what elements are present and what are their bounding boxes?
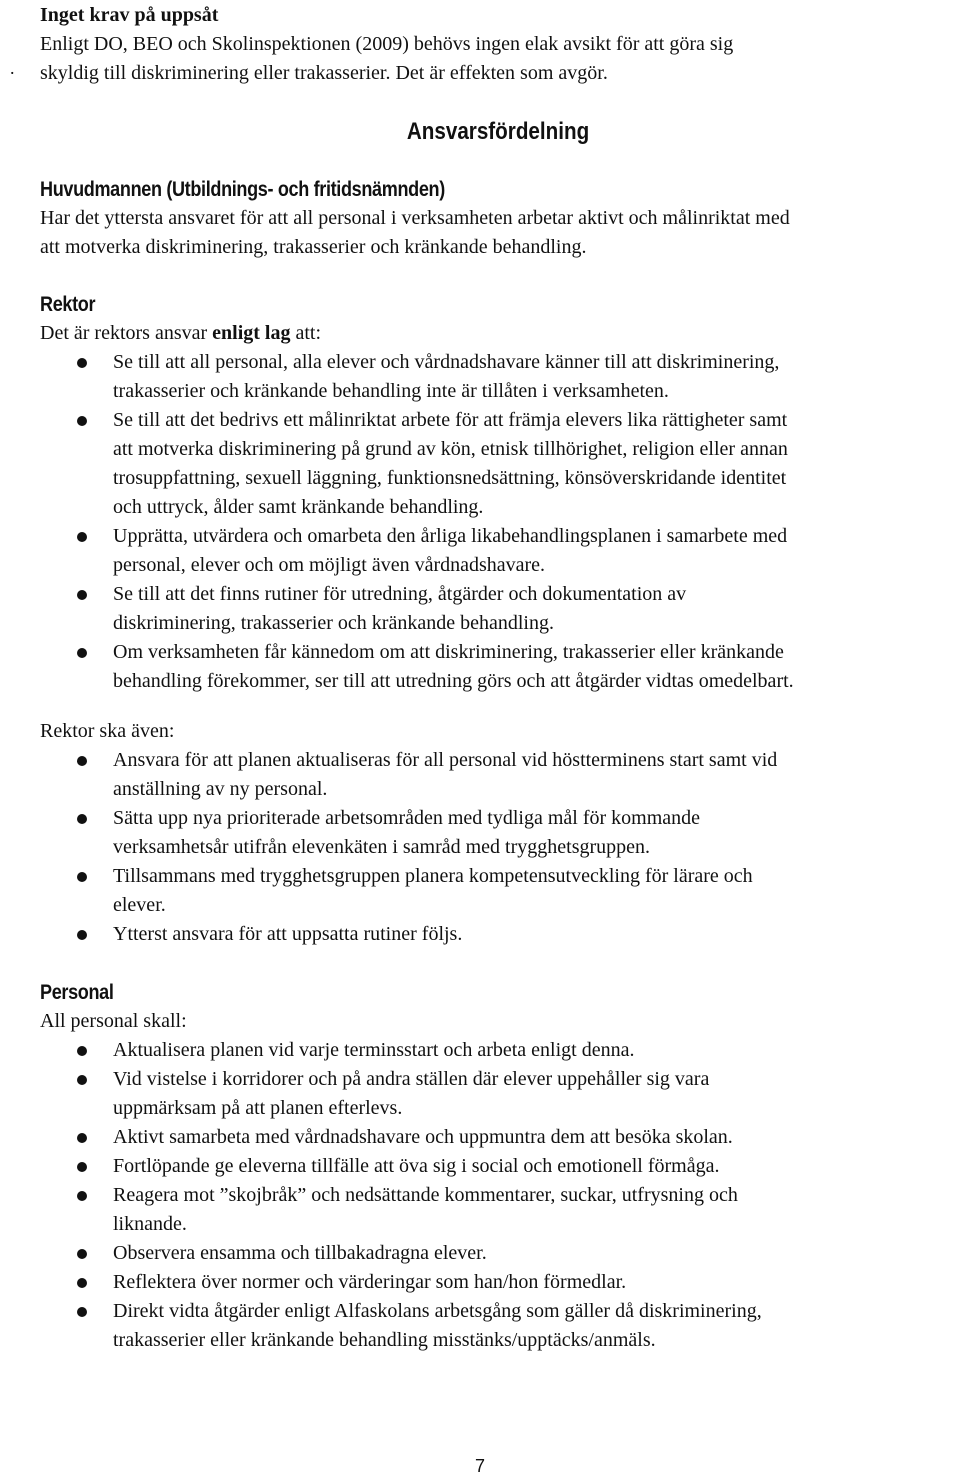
list-item-line: Tillsammans med trygghetsgruppen planera kompetensutveckling för lärare och xyxy=(113,865,753,887)
list-item xyxy=(40,1268,956,1297)
rektor-intro-bold: enligt lag xyxy=(212,322,291,344)
list-item-line: Ansvara för att planen aktualiseras för all personal vid höstterminens start samt vid xyxy=(113,749,778,771)
list-item xyxy=(40,746,956,804)
list-item-line: personal, elever och om möjligt även vårdnadshavare. xyxy=(113,554,546,576)
list-item-line: Reflektera över normer och värderingar som han/hon förmedlar. xyxy=(113,1271,627,1293)
list-item xyxy=(40,862,956,920)
personal-intro: All personal skall: xyxy=(40,1010,187,1032)
rektor-duties-list xyxy=(40,348,956,696)
list-item-line: anställning av ny personal. xyxy=(113,778,328,800)
personal-heading: Personal xyxy=(40,981,114,1004)
rektor-heading: Rektor xyxy=(40,293,96,316)
list-item-line: Upprätta, utvärdera och omarbeta den årliga likabehandlingsplanen i samarbete med xyxy=(113,525,788,547)
list-item-line: Se till att det bedrivs ett målinriktat arbete för att främja elevers lika rättigheter samt xyxy=(113,409,788,431)
list-item-line: Observera ensamma och tillbakadragna elever. xyxy=(113,1242,487,1264)
main-heading xyxy=(40,116,956,148)
list-item-line: Sätta upp nya prioriterade arbetsområden med tydliga mål för kommande xyxy=(113,807,701,829)
list-item xyxy=(40,638,956,696)
list-item xyxy=(40,580,956,638)
rektor-intro-suffix: att: xyxy=(290,322,322,344)
page-number: 7 xyxy=(474,1456,485,1476)
list-item-line: Vid vistelse i korridorer och på andra ställen där elever uppehåller sig vara xyxy=(113,1068,710,1090)
list-item-line: Fortlöpande ge eleverna tillfälle att öva sig i social och emotionell förmåga. xyxy=(113,1155,720,1177)
list-item xyxy=(40,1065,956,1123)
list-item-line: behandling förekommer, ser till att utredning görs och att åtgärder vidtas omedelbart. xyxy=(113,670,794,692)
rektor-also-section xyxy=(40,717,956,949)
list-item xyxy=(40,804,956,862)
list-item-line: Ytterst ansvara för att uppsatta rutiner följs. xyxy=(113,923,463,945)
list-item-line: elever. xyxy=(113,894,166,916)
intro-section xyxy=(40,1,956,88)
list-item-line: diskriminering, trakasserier och kränkande behandling. xyxy=(113,612,554,634)
list-item xyxy=(40,1181,956,1239)
rektor-also-label: Rektor ska även: xyxy=(40,720,175,742)
list-item-line: att motverka diskriminering på grund av kön, etnisk tillhörighet, religion eller annan xyxy=(113,438,788,460)
list-item xyxy=(40,920,956,949)
personal-section xyxy=(40,978,956,1355)
rektor-intro xyxy=(40,319,956,348)
list-item xyxy=(40,1297,956,1355)
list-item-line: Direkt vidta åtgärder enligt Alfaskolans arbetsgång som gäller då diskriminering, xyxy=(113,1300,762,1322)
list-item-line: uppmärksam på att planen efterlevs. xyxy=(113,1097,403,1119)
list-item xyxy=(40,1036,956,1065)
list-item xyxy=(40,522,956,580)
list-item xyxy=(40,1152,956,1181)
list-item-line: liknande. xyxy=(113,1213,187,1235)
main-heading-text: Ansvarsfördelning xyxy=(406,118,590,145)
list-item-line: Se till att det finns rutiner för utredning, åtgärder och dokumentation av xyxy=(113,583,687,605)
list-item-line: trakasserier och kränkande behandling inte är tillåten i verksamheten. xyxy=(113,380,669,402)
list-item-line: verksamhetsår utifrån elevenkäten i samråd med trygghetsgruppen. xyxy=(113,836,651,858)
list-item-line: och uttryck, ålder samt kränkande behandling. xyxy=(113,496,484,518)
list-item-line: Aktualisera planen vid varje terminsstart och arbeta enligt denna. xyxy=(113,1039,635,1061)
intro-line-2: skyldig till diskriminering eller trakasserier. Det är effekten som avgör. xyxy=(40,62,608,84)
rektor-section xyxy=(40,290,956,696)
list-item xyxy=(40,1123,956,1152)
list-item-line: Om verksamheten får kännedom om att diskriminering, trakasserier eller kränkande xyxy=(113,641,784,663)
list-item-line: trakasserier eller kränkande behandling misstänks/upptäcks/anmäls. xyxy=(113,1329,656,1351)
list-item-line: Reagera mot ”skojbråk” och nedsättande kommentarer, suckar, utfrysning och xyxy=(113,1184,738,1206)
list-item xyxy=(40,348,956,406)
list-item-line: trosuppfattning, sexuell läggning, funktionsnedsättning, könsöverskridande identitet xyxy=(113,467,787,489)
huvudmannen-heading: Huvudmannen (Utbildnings- och fritidsnämnden) xyxy=(40,178,445,201)
stray-mark: . xyxy=(10,58,15,78)
intro-title: Inget krav på uppsåt xyxy=(40,4,219,26)
list-item xyxy=(40,1239,956,1268)
rektor-also-list xyxy=(40,746,956,949)
huvudmannen-section xyxy=(40,175,956,262)
intro-line-1: Enligt DO, BEO och Skolinspektionen (2009) behövs ingen elak avsikt för att göra sig xyxy=(40,33,734,55)
list-item xyxy=(40,406,956,522)
huvudmannen-line-1: Har det yttersta ansvaret för att all personal i verksamheten arbetar aktivt och målinriktat med xyxy=(40,207,790,229)
rektor-intro-prefix: Det är rektors ansvar xyxy=(40,322,213,344)
huvudmannen-line-2: att motverka diskriminering, trakasserier och kränkande behandling. xyxy=(40,236,587,258)
personal-duties-list xyxy=(40,1036,956,1355)
list-item-line: Aktivt samarbeta med vårdnadshavare och uppmuntra dem att besöka skolan. xyxy=(113,1126,733,1148)
list-item-line: Se till att all personal, alla elever och vårdnadshavare känner till att diskriminering, xyxy=(113,351,780,373)
